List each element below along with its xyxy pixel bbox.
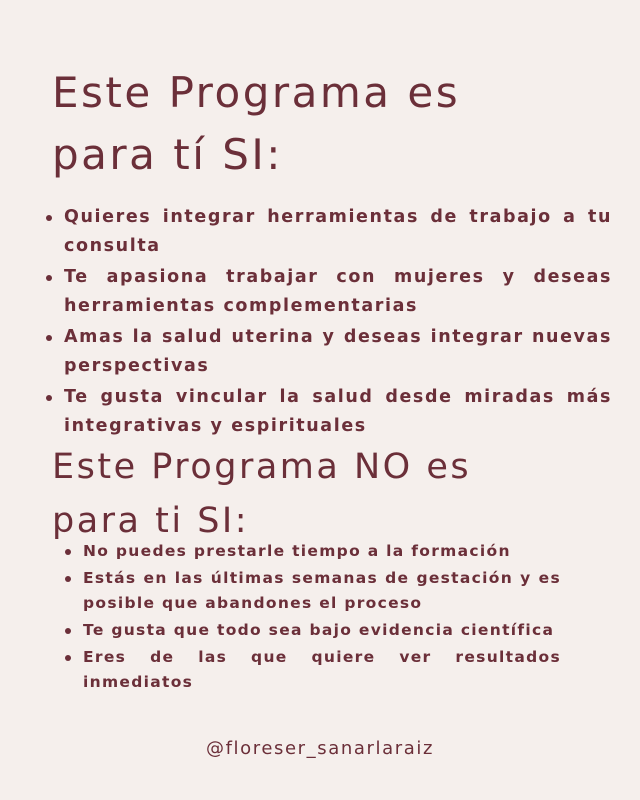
- list-item: Quieres integrar herramientas de trabajo a tu consulta: [46, 203, 612, 261]
- section2-title: Este Programa NO es para ti SI:: [52, 447, 472, 541]
- section2-list: [65, 539, 561, 697]
- list-item: Amas la salud uterina y deseas integrar nuevas perspectivas: [46, 323, 612, 381]
- list-item: Estás en las últimas semanas de gestación y es posible que abandones el proceso: [65, 566, 561, 616]
- list-item: Te gusta que todo sea bajo evidencia científica: [65, 618, 561, 643]
- social-handle: @floreser_sanarlaraiz: [205, 738, 435, 759]
- list-item: Eres de las que quiere ver resultados inmediatos: [65, 645, 561, 695]
- section1-title: Este Programa es para tí SI:: [52, 68, 461, 179]
- list-item: Te gusta vincular la salud desde miradas más integrativas y espirituales: [46, 383, 612, 441]
- section1-list: [46, 203, 612, 443]
- list-item: No puedes prestarle tiempo a la formación: [65, 539, 561, 564]
- list-item: Te apasiona trabajar con mujeres y deseas herramientas complementarias: [46, 263, 612, 321]
